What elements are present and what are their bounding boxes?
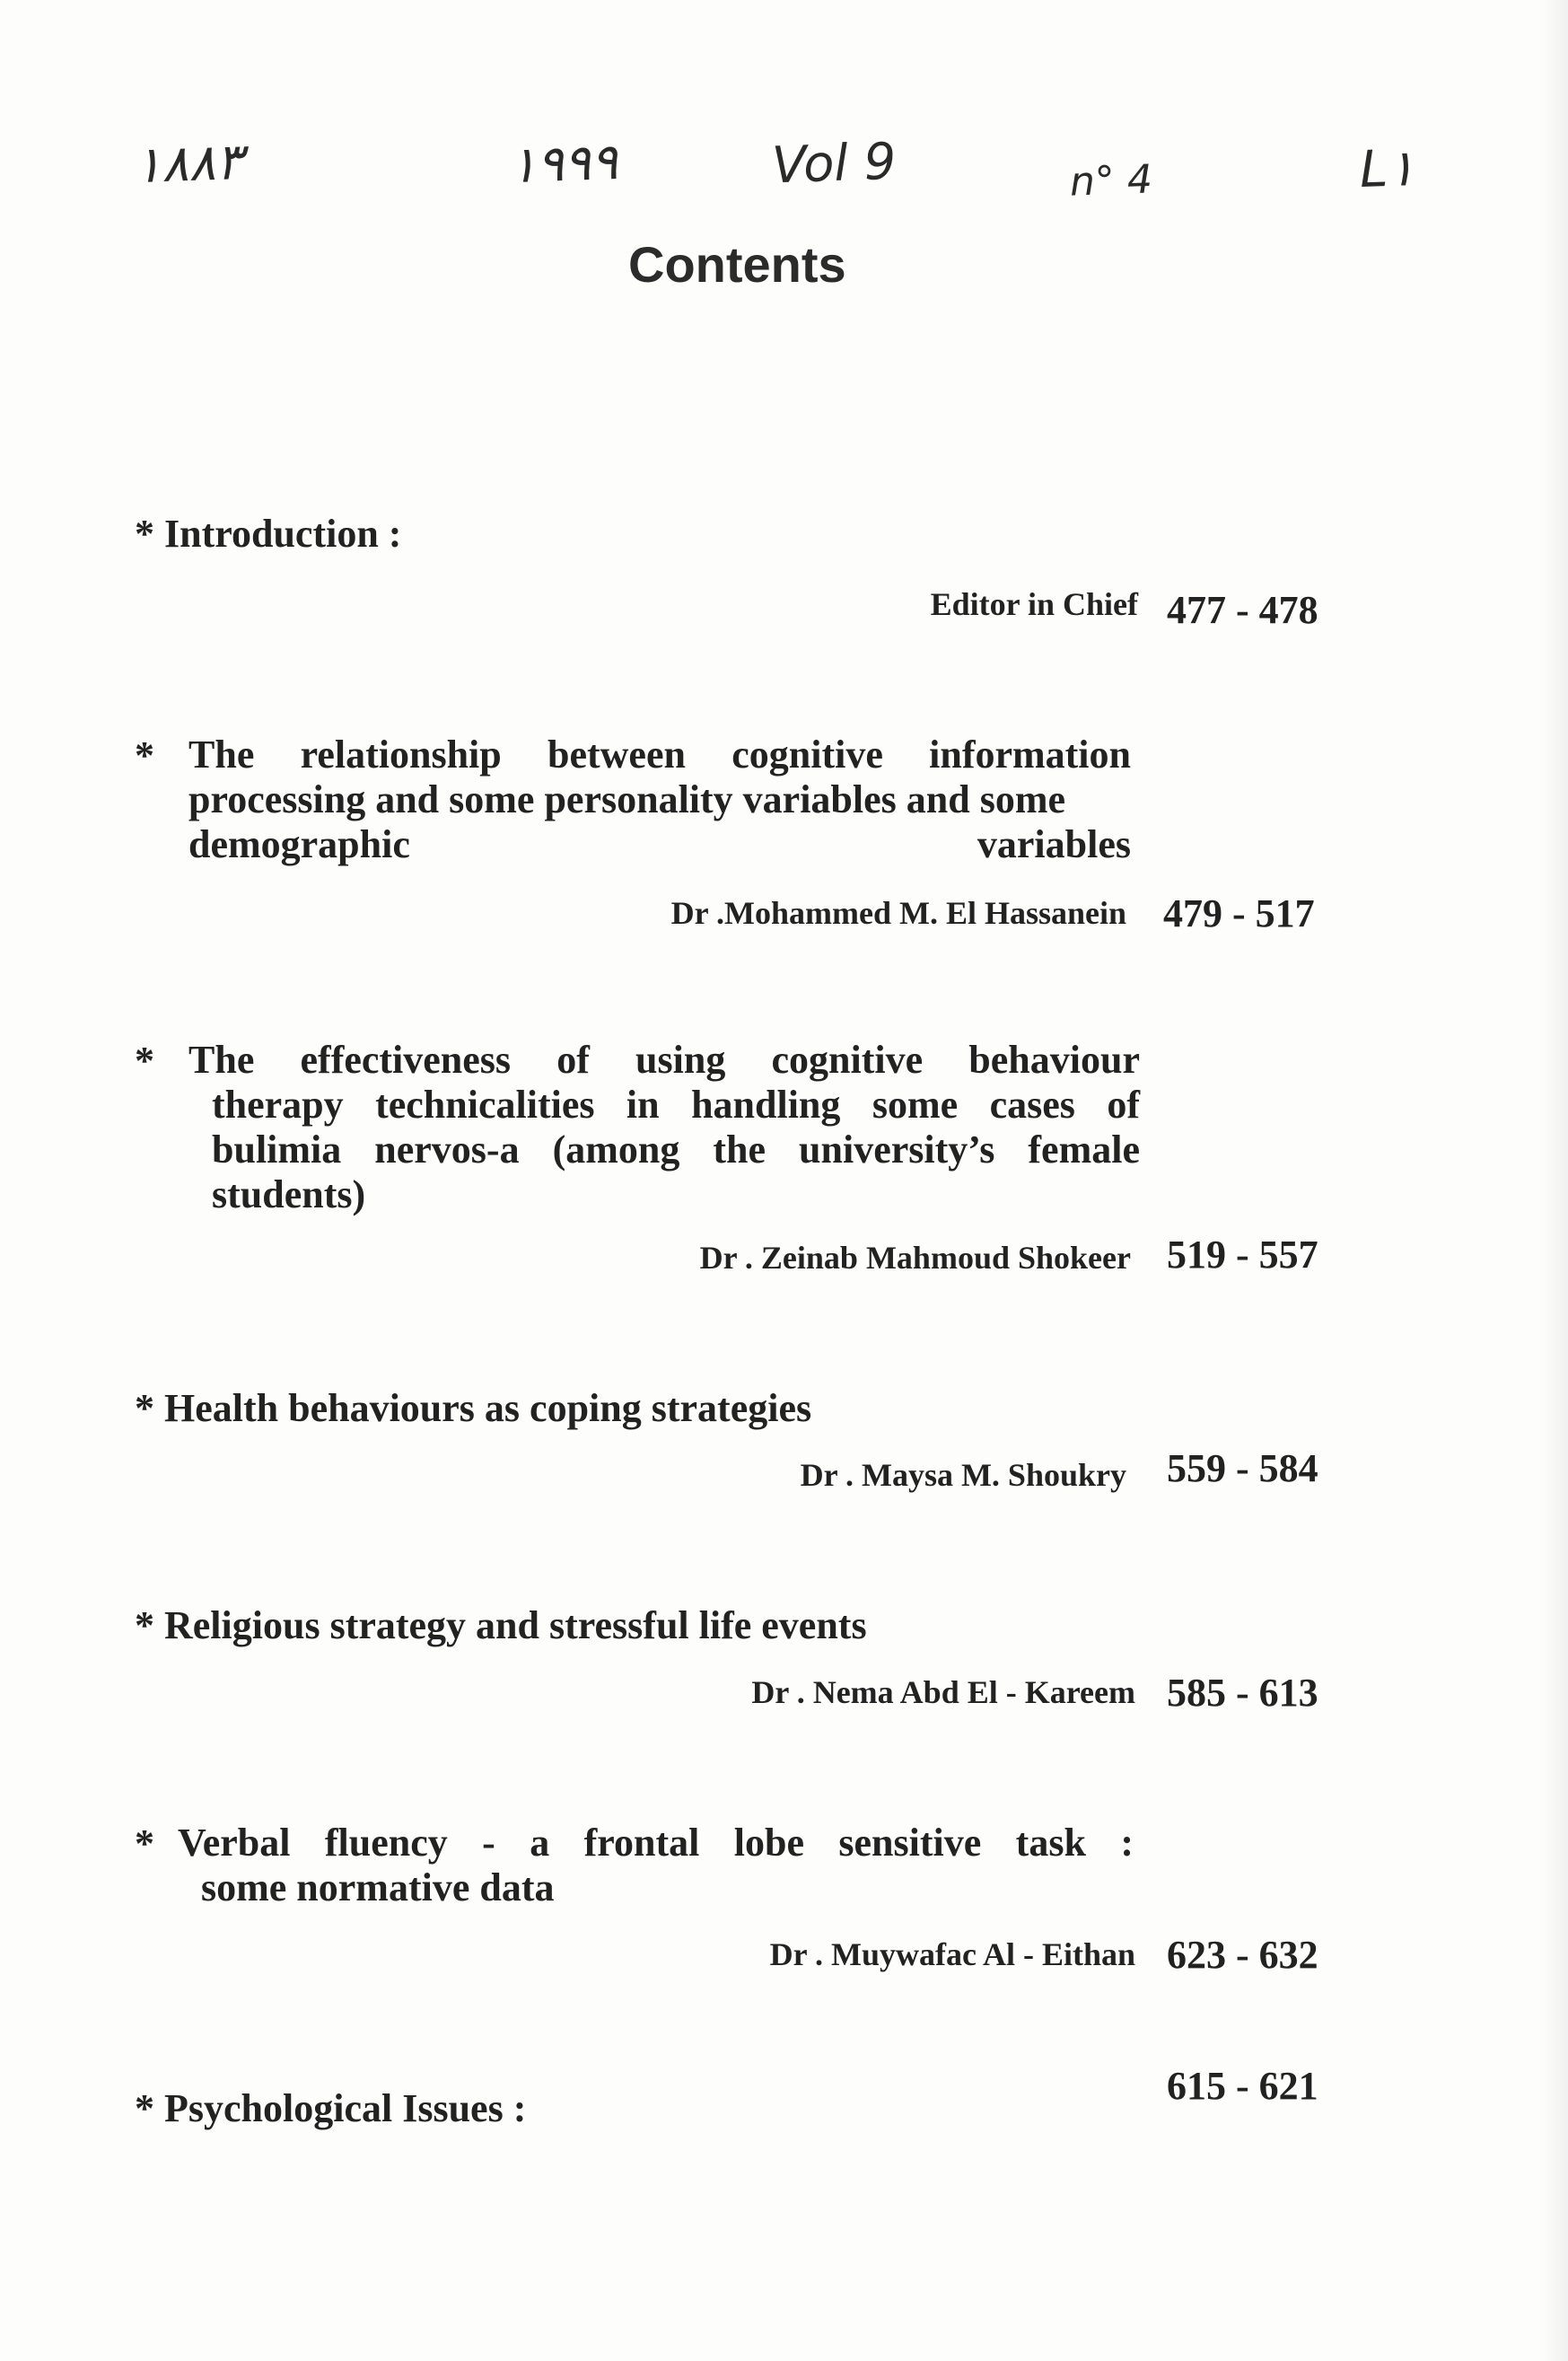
entry-4-pages: 559 - 584 — [1167, 1446, 1318, 1490]
entry-3-pages: 519 - 557 — [1167, 1233, 1318, 1277]
entry-4-author: Dr . Maysa M. Shoukry — [800, 1457, 1126, 1493]
entry-2-title-line-2: processing and some personality variables and some — [188, 777, 1066, 821]
handwritten-volume: Vol 9 — [770, 132, 898, 196]
entry-introduction-author: Editor in Chief — [930, 586, 1138, 622]
entry-introduction-pages: 477 - 478 — [1167, 588, 1318, 632]
entry-4-title: * Health behaviours as coping strategies — [135, 1386, 812, 1430]
entry-3-title-line-1: The effectiveness of using cognitive behaviour — [188, 1038, 1140, 1082]
entry-5-pages: 585 - 613 — [1167, 1671, 1318, 1715]
entry-2-title-line-3-left: demographic — [188, 822, 410, 866]
handwritten-code: L١ — [1358, 138, 1416, 200]
entry-introduction-title: * Introduction : — [135, 512, 402, 556]
entry-6-author: Dr . Muywafac Al - Eithan — [769, 1936, 1135, 1972]
entry-3-title — [188, 1038, 1140, 1217]
entry-7-title: * Psychological Issues : — [135, 2086, 527, 2130]
entry-6-title — [178, 1821, 1134, 1910]
entry-3-title-line-2: therapy technicalities in handling some cases of — [212, 1083, 1140, 1127]
handwritten-year: ۱۹۹۹ — [508, 132, 619, 196]
handwritten-ref-number: ۱۸۸۳ — [133, 132, 244, 196]
page-edge-shadow — [1541, 0, 1568, 2361]
entry-2-title-line-3-right: variables — [977, 822, 1131, 866]
entry-2-title-line-1: The relationship between cognitive information — [188, 733, 1131, 777]
entry-2-title — [188, 733, 1131, 867]
entry-7-pages: 615 - 621 — [1167, 2064, 1318, 2108]
entry-2-asterisk: * — [135, 733, 154, 777]
entry-5-author: Dr . Nema Abd El - Kareem — [751, 1674, 1135, 1710]
page-title: Contents — [628, 236, 846, 293]
entry-6-pages: 623 - 632 — [1167, 1933, 1318, 1977]
handwritten-issue: n° 4 — [1069, 156, 1153, 206]
entry-3-author: Dr . Zeinab Mahmoud Shokeer — [699, 1240, 1131, 1276]
entry-2-title-line-3 — [188, 822, 1131, 867]
entry-2-pages: 479 - 517 — [1163, 891, 1315, 935]
entry-3-asterisk: * — [135, 1039, 154, 1083]
entry-3-title-line-3: bulimia nervos-a (among the university’s female — [212, 1128, 1140, 1172]
entry-6-asterisk: * — [135, 1821, 154, 1865]
entry-2-author: Dr .Mohammed M. El Hassanein — [670, 895, 1126, 931]
entry-3-title-line-4: students) — [212, 1172, 366, 1216]
entry-6-title-line-1: Verbal fluency - a frontal lobe sensitive task : — [178, 1821, 1134, 1865]
entry-5-title: * Religious strategy and stressful life events — [135, 1603, 867, 1647]
entry-6-title-line-2: some normative data — [201, 1865, 555, 1909]
